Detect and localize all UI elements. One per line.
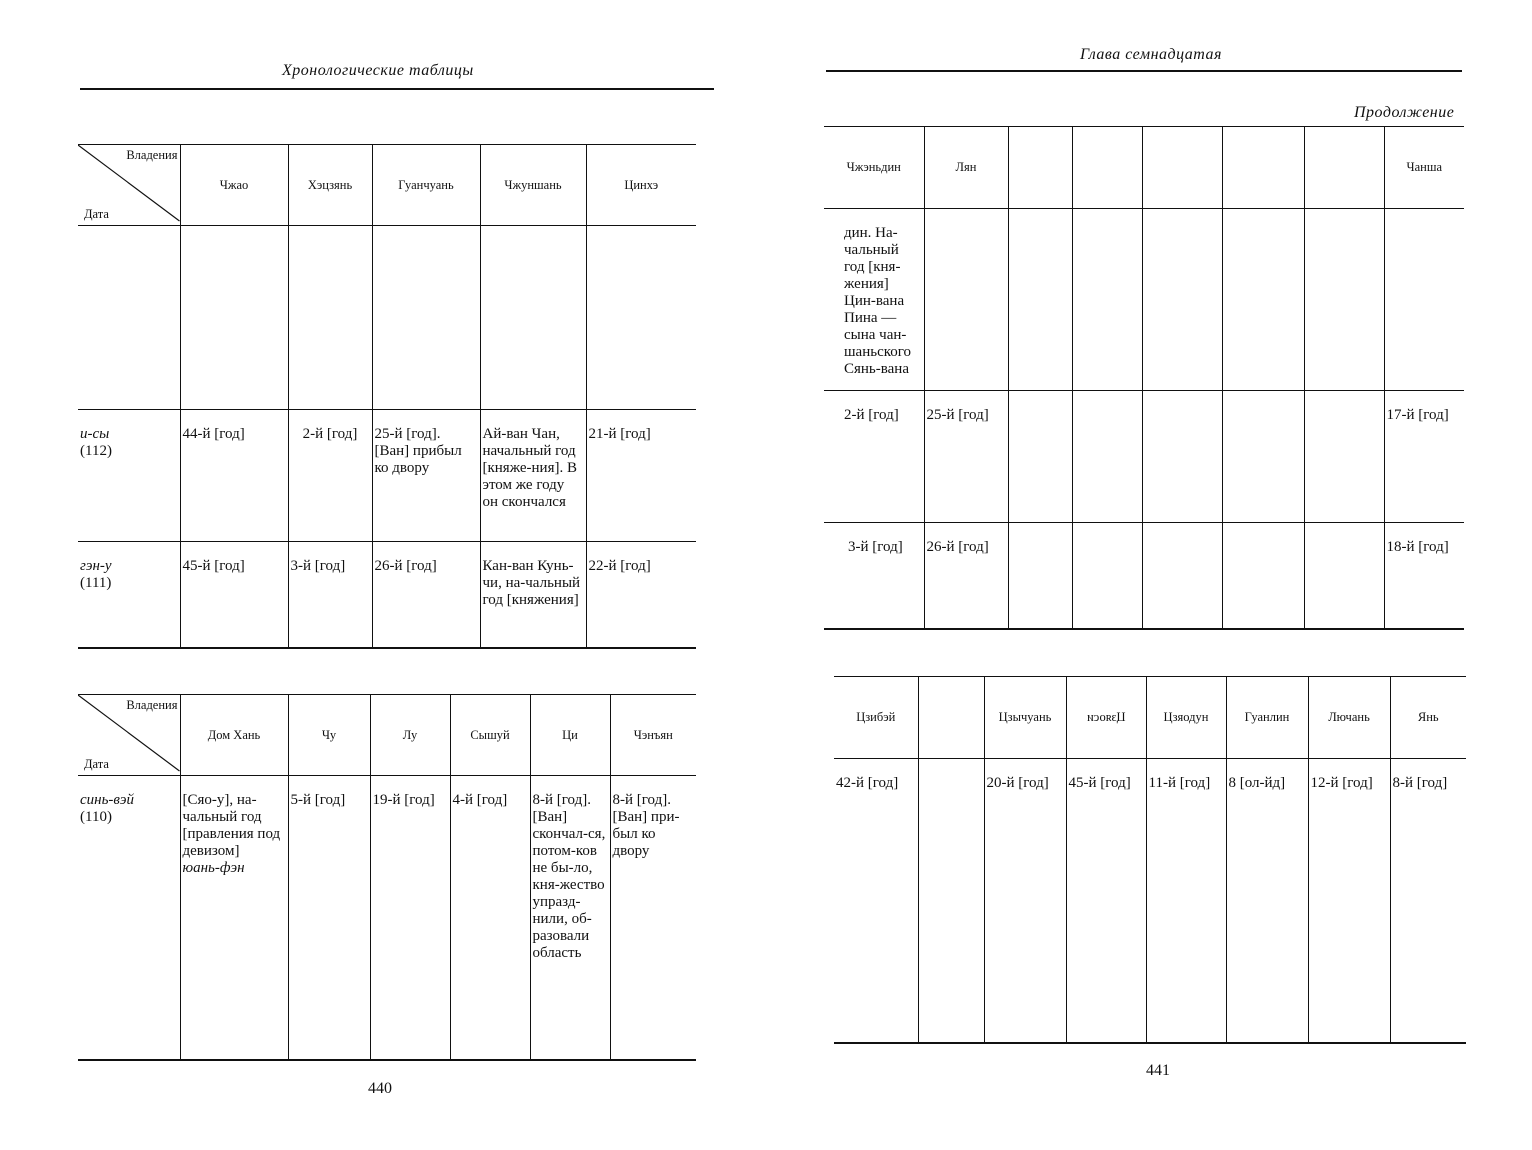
table-cell [1222,391,1304,523]
column-header: Цзычуань [984,677,1066,759]
table-cell: 4-й [год] [450,776,530,1060]
table-cell: 3-й [год] [288,542,372,648]
table-cell [1142,523,1222,629]
table-cell [288,226,372,410]
table-cell: 26-й [год] [372,542,480,648]
table-cell: 3-й [год] [824,523,924,629]
left-page-number: 440 [368,1080,392,1097]
column-header: Чжао [180,145,288,226]
right-page [766,0,1532,1150]
column-header: Цинхэ [586,145,696,226]
table-cell [1304,209,1384,391]
table-row [824,523,1464,629]
table-row [834,759,1466,1043]
table-row [78,542,696,648]
table-cell [586,226,696,410]
date-cell [78,542,180,648]
table-cell [918,759,984,1043]
date-year: (112) [80,443,112,459]
column-header [1142,127,1222,209]
table-cell [1008,209,1072,391]
table-cell: Кан-ван Кунь-чи, на-чальный год [княжения] [480,542,586,648]
column-header: Гуанлин [1226,677,1308,759]
right-table-2 [834,676,1466,1044]
table-cell: 8 [ол-йд] [1226,759,1308,1043]
column-header: Янь [1390,677,1466,759]
left-table-2 [78,694,696,1061]
table-cell [480,226,586,410]
table-row [824,391,1464,523]
table-cell [1072,209,1142,391]
right-header-rule [826,70,1462,72]
date-name: и-сы [80,426,110,442]
table-cell: 25-й [год] [924,391,1008,523]
column-header: Чу [288,695,370,776]
table-cell: 5-й [год] [288,776,370,1060]
column-header: Хэцзянь [288,145,372,226]
column-header [918,677,984,759]
date-cell [78,410,180,542]
table-cell [1008,391,1072,523]
column-header: Лян [924,127,1008,209]
table-cell [180,226,288,410]
table-cell [180,776,288,1060]
table-cell: 42-й [год] [834,759,918,1043]
column-header [1008,127,1072,209]
table-cell: 19-й [год] [370,776,450,1060]
corner-top-label: Владения [126,148,178,162]
table-cell: 18-й [год] [1384,523,1464,629]
column-header: Чжуншань [480,145,586,226]
table-cell: Ай-ван Чан, начальный год [княже-ния]. В этом же году он скончался [480,410,586,542]
date-year: (110) [80,809,112,825]
column-header: Лу [370,695,450,776]
cell-text: [Сяо-у], на-чальный год [правления под девизом] [182,792,281,859]
table-cell [1304,523,1384,629]
table-cell [1304,391,1384,523]
table-cell: 2-й [год] [824,391,924,523]
table-row [824,209,1464,391]
corner-header [78,145,180,226]
table-cell: 45-й [год] [1066,759,1146,1043]
column-header [1066,677,1146,759]
table-cell: 12-й [год] [1308,759,1390,1043]
right-running-header: Глава семнадцатая [1080,46,1222,63]
column-header [1222,127,1304,209]
column-header [1072,127,1142,209]
column-header: Чанша [1384,127,1464,209]
table-cell: 8-й [год] [1390,759,1466,1043]
table-cell: 21-й [год] [586,410,696,542]
column-header: Сышуй [450,695,530,776]
date-cell [78,226,180,410]
corner-bottom-label: Дата [84,757,109,771]
right-table-1 [824,126,1464,630]
table-cell: 45-й [год] [180,542,288,648]
table-cell [1142,391,1222,523]
table-cell [1222,209,1304,391]
left-table-1 [78,144,696,649]
table-cell: 17-й [год] [1384,391,1464,523]
date-year: (111) [80,575,112,591]
date-cell [78,776,180,1060]
table-cell: 22-й [год] [586,542,696,648]
table-row [78,410,696,542]
right-page-number: 441 [1146,1062,1170,1079]
column-header: Цзяодун [1146,677,1226,759]
table-cell [1072,391,1142,523]
left-running-header: Хронологические таблицы [282,62,474,79]
column-header: Ци [530,695,610,776]
column-header-text: Цзяоси [1086,710,1126,724]
table-cell: дин. На-чальный год [кня-жения] Цин-вана Пина — сына чан-шаньского Сянь-вана [824,209,924,391]
column-header: Чжэньдин [824,127,924,209]
table-cell [924,209,1008,391]
table-cell [1384,209,1464,391]
column-header: Гуанчуань [372,145,480,226]
motto-text: юань-фэн [182,860,245,876]
table-cell: 25-й [год]. [Ван] прибыл ко двору [372,410,480,542]
table-cell: 11-й [год] [1146,759,1226,1043]
table-cell [1072,523,1142,629]
column-header [1304,127,1384,209]
table-row [78,226,696,410]
table-cell: 2-й [год] [288,410,372,542]
column-header: Дом Хань [180,695,288,776]
table-cell [1008,523,1072,629]
corner-header [78,695,180,776]
table-cell: 26-й [год] [924,523,1008,629]
table-cell [1142,209,1222,391]
column-header: Цзибэй [834,677,918,759]
table-cell: 44-й [год] [180,410,288,542]
table-row [78,776,696,1060]
table-cell: 20-й [год] [984,759,1066,1043]
table-cell: 8-й [год]. [Ван] при-был ко двору [610,776,696,1060]
date-name: синь-вэй [80,792,135,808]
table-cell [1222,523,1304,629]
table-cell [372,226,480,410]
date-name: гэн-у [80,558,112,574]
corner-bottom-label: Дата [84,207,109,221]
table-cell: 8-й [год]. [Ван] скончал-ся, потом-ков не бы-ло, кня-жество упразд-нили, об-разовали область [530,776,610,1060]
corner-top-label: Владения [126,698,178,712]
column-header: Лючань [1308,677,1390,759]
continuation-label: Продолжение [1354,104,1455,121]
column-header: Чэнъян [610,695,696,776]
left-header-rule [80,88,714,90]
